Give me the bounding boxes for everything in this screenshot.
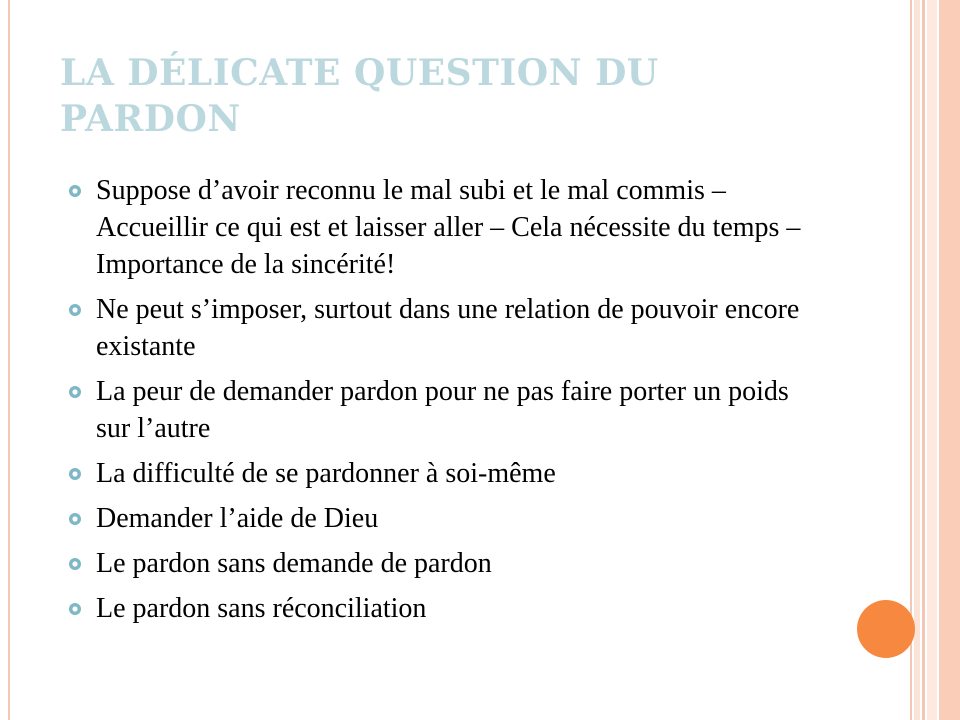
flower-bullet-icon — [68, 184, 82, 198]
flower-bullet-icon — [68, 303, 82, 317]
flower-bullet-icon — [68, 385, 82, 399]
flower-bullet-icon — [68, 602, 82, 616]
bullet-item — [66, 455, 826, 492]
right-decorative-stripes — [910, 0, 960, 720]
decorative-orange-circle — [857, 600, 915, 658]
left-border-line — [8, 0, 10, 720]
flower-bullet-icon — [68, 557, 82, 571]
slide-title: LA DÉLICATE QUESTION DU PARDON — [60, 52, 659, 140]
bullet-text: La peur de demander pardon pour ne pas faire porter un poids sur l’autre — [96, 376, 789, 444]
bullet-text: Ne peut s’imposer, surtout dans une relation de pouvoir encore existante — [96, 294, 800, 362]
bullet-text: La difficulté de se pardonner à soi-même — [96, 458, 556, 489]
bullet-item — [66, 172, 826, 283]
bullet-text: Le pardon sans réconciliation — [96, 593, 427, 624]
bullet-item — [66, 291, 826, 365]
bullet-item — [66, 373, 826, 447]
bullet-item — [66, 500, 826, 537]
bullet-text: Demander l’aide de Dieu — [96, 503, 379, 534]
flower-bullet-icon — [68, 467, 82, 481]
bullet-text: Suppose d’avoir reconnu le mal subi et le mal commis – Accueillir ce qui est et laisser aller – Cela nécessite du temps – Importance de la sincérité! — [96, 175, 801, 280]
bullet-text: Le pardon sans demande de pardon — [96, 548, 492, 579]
bullet-item — [66, 545, 826, 582]
flower-bullet-icon — [68, 512, 82, 526]
bullet-item — [66, 590, 826, 627]
bullet-list — [66, 172, 826, 635]
